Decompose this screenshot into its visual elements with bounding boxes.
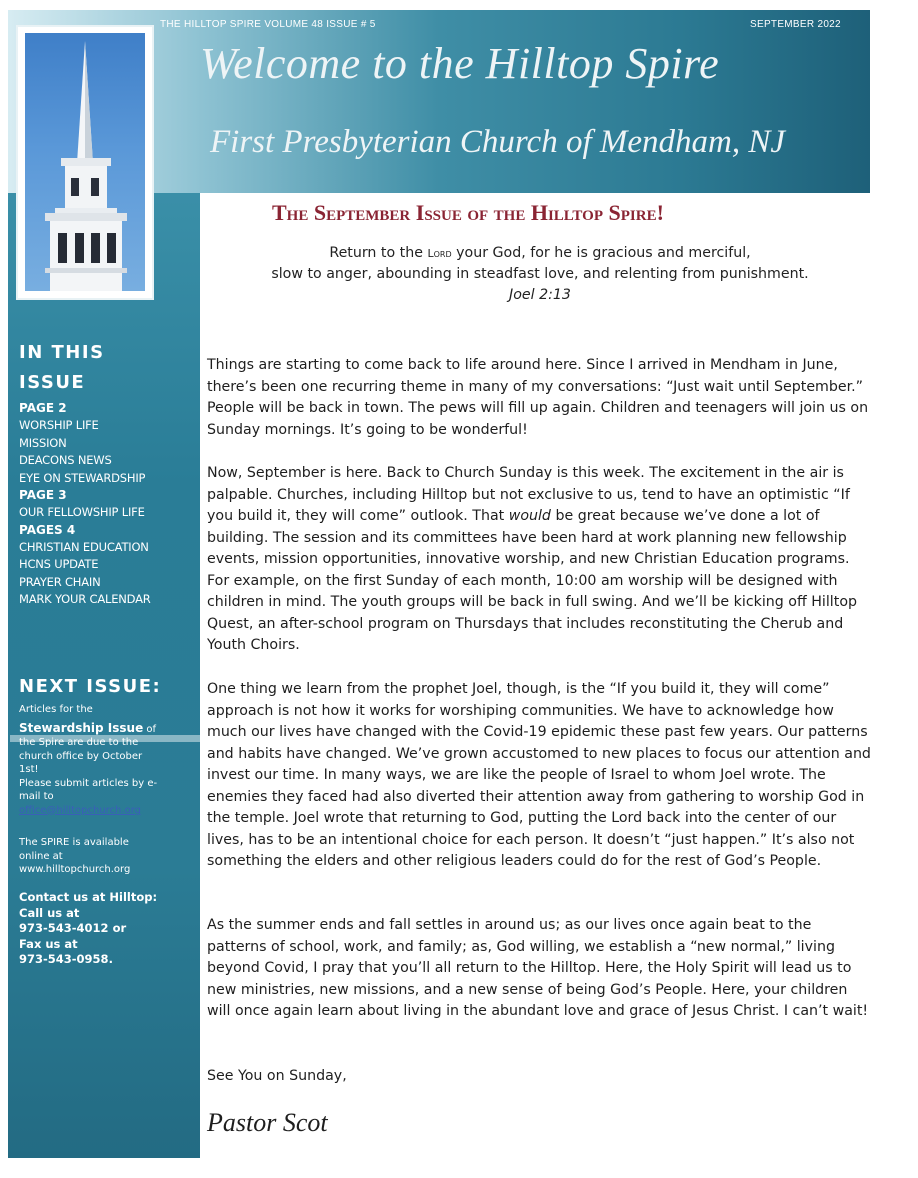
paragraph-2-text: Now, September is here. Back to Church Sunday is this week. The excitement in the air is palpable. Churches, including Hilltop but not exclusive to us, tend to have an optimistic “If you build it, they will come” outlook. That [207, 465, 850, 524]
verse-text: slow to anger, abounding in steadfast love, and relenting from punishment. [271, 266, 809, 282]
page3-label: PAGE 3 [19, 488, 67, 502]
due-line: 1st! [19, 764, 39, 775]
toc-item: DEACONS NEWS [19, 453, 112, 467]
spire-photo-frame [16, 25, 154, 300]
in-this-issue-line2: ISSUE [19, 372, 86, 393]
newsletter-title: Welcome to the Hilltop Spire [200, 39, 720, 88]
contact-info [19, 890, 199, 968]
due-line: church office by October [19, 750, 143, 762]
spire-photo [25, 33, 145, 291]
online-at: online at [19, 850, 63, 862]
toc-item: WORSHIP LIFE [19, 418, 99, 432]
verse-lord: Lord [427, 247, 452, 260]
issue-contents [19, 400, 199, 609]
verse-text: your God, for he is gracious and merciful, [451, 245, 751, 261]
issue-heading: The September Issue of the Hilltop Spire! [272, 200, 664, 225]
online-notice [19, 836, 199, 877]
verse-text: Return to the [329, 245, 428, 261]
articles-for: Articles for the [19, 704, 93, 715]
toc-item: EYE ON STEWARDSHIP [19, 470, 146, 485]
verse-reference: Joel 2:13 [509, 287, 571, 303]
due-line: the Spire are due to the [19, 737, 139, 748]
fax-label: Fax us at [19, 936, 78, 951]
submit-line: mail to [19, 791, 54, 802]
paragraph-4: As the summer ends and fall settles in around us; as our lives once again beat to the patterns of school, work, and family; as, God willing, we establish a “new normal,” living beyond Covid, I pray that you’ll all return to the Hilltop. Here, the Holy Spirit will lead us to new ministries, new missions, and a new sense of being God’s People. Here, your children will once again learn about living in the abundant love and grace of Jesus Christ. I can’t wait! [207, 917, 869, 1019]
contact-heading: Contact us at Hilltop: [19, 890, 158, 904]
toc-item: MISSION [19, 435, 67, 450]
paragraph-2-text: be great because we’ve done a lot of building. The session and its committees have been hard at work planning new fellowship events, mission opportunities, innovative worship, and new Christian Education programs. For example, on the first Sunday of each month, 10:00 am worship will be designed with children in mind. The youth groups will be back in full swing. And we’ll be kicking off Hilltop Quest, an after-school program on Thursdays that includes reconstituting the Cherub and Youth Choirs. [207, 508, 857, 653]
paragraph-2 [207, 463, 875, 657]
call-label: Call us at [19, 905, 80, 920]
paragraph-1: Things are starting to come back to life around here. Since I arrived in Mendham in June, there’s been one recurring theme in many of my conversations: “Just wait until September.” People will be back in town. The pews will fill up again. Children and teenagers will join us on Sunday mornings. It’s going to be wonderful! [207, 357, 869, 438]
toc-item: CHRISTIAN EDUCATION [19, 539, 149, 554]
masthead-date: SEPTEMBER 2022 [750, 19, 841, 30]
in-this-issue-line1: IN THIS [19, 342, 105, 363]
in-this-issue-heading [19, 338, 105, 398]
signoff: See You on Sunday, [207, 1068, 347, 1084]
toc-item: MARK YOUR CALENDAR [19, 592, 151, 606]
next-issue-heading: NEXT ISSUE: [19, 676, 162, 697]
website-link[interactable]: www.hilltopchurch.org [19, 864, 131, 875]
page2-label: PAGE 2 [19, 401, 67, 415]
submit-line: Please submit articles by e- [19, 777, 158, 789]
page4-label: PAGES 4 [19, 522, 76, 537]
spire-available: The SPIRE is available [19, 837, 129, 848]
toc-item: HCNS UPDATE [19, 557, 99, 571]
toc-item: OUR FELLOWSHIP LIFE [19, 505, 145, 519]
stewardship-issue: Stewardship Issue [19, 720, 144, 735]
paragraph-3: One thing we learn from the prophet Joel, though, is the “If you build it, they will come” approach is not how it works for worshiping communities. We have to acknowledge how much our lives have changed with the Covid-19 epidemic these past few years. Our patterns and habits have changed. We’ve grown accustomed to new places to focus our attention and invest our time. In many ways, we are like the people of Israel to whom Joel wrote. The enemies they faced had also diverted their attention away from gathering to worship God in the temple. Joel wrote that returning to God, putting the Lord back into the center of our lives, has to be an intentional choice for each person. It doesn’t “just happen.” It’s also not something the elders and other religious leaders could do for the rest of God’s People. [207, 681, 871, 869]
spire-illustration [25, 33, 145, 291]
phone-number: 973-543-4012 or [19, 921, 127, 935]
paragraph-2-emphasis: would [508, 508, 551, 524]
newsletter-subtitle: First Presbyterian Church of Mendham, NJ [210, 124, 785, 160]
scripture-verse [230, 243, 850, 306]
toc-item: PRAYER CHAIN [19, 574, 101, 589]
next-issue-notice [19, 703, 199, 817]
fax-number: 973-543-0958. [19, 952, 113, 966]
of-text: of [143, 723, 157, 735]
office-email-link[interactable]: office@hilltopchurch.org [19, 804, 141, 816]
masthead-volume: THE HILLTOP SPIRE VOLUME 48 ISSUE # 5 [160, 19, 376, 30]
pastor-signature: Pastor Scot [207, 1108, 328, 1137]
